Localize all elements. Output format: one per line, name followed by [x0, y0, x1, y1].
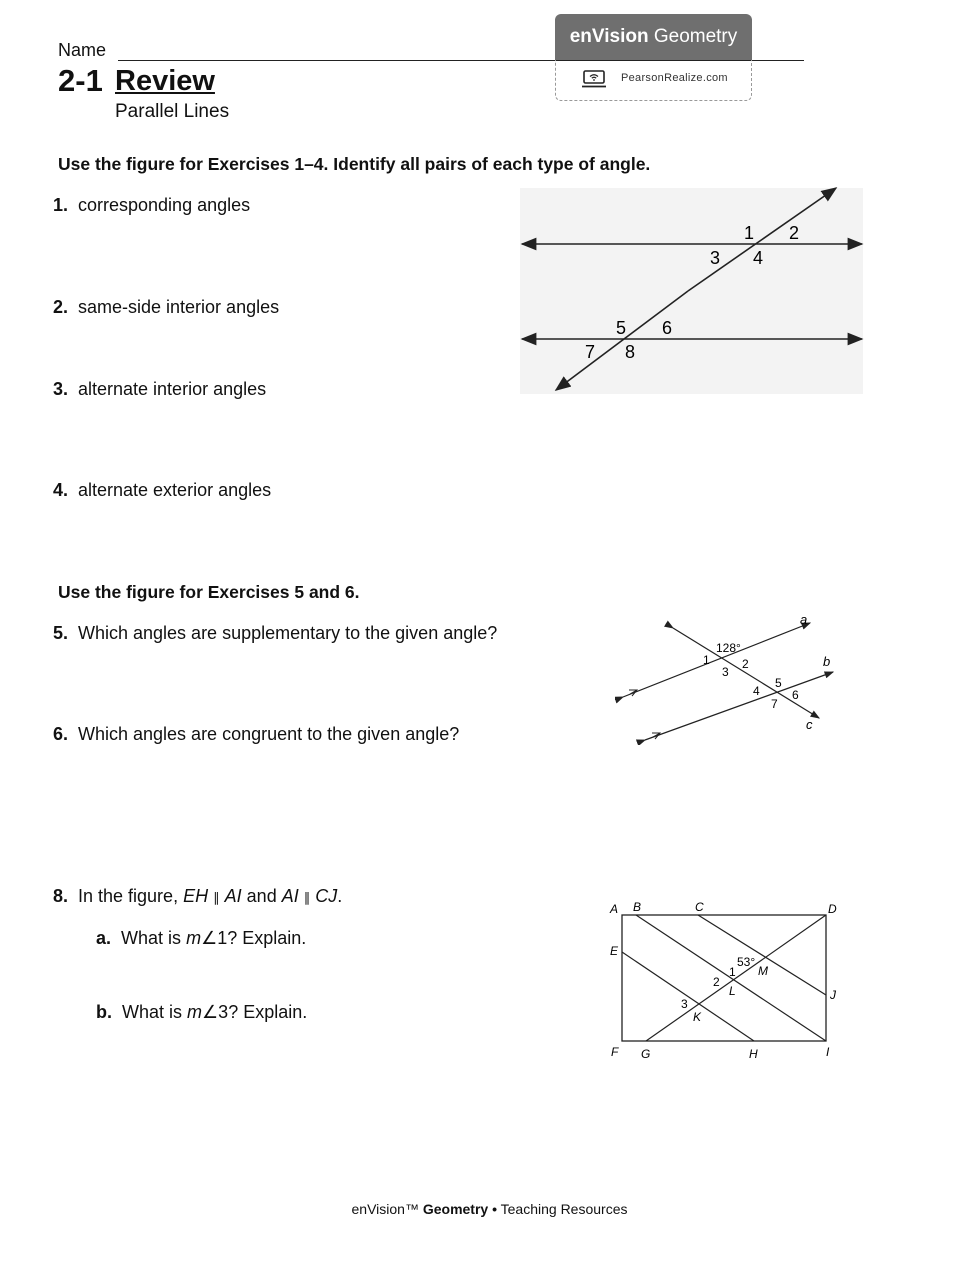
footer	[0, 1201, 979, 1217]
part-angle: ∠3? Explain.	[202, 1002, 308, 1022]
question-text: Which angles are congruent to the given angle?	[78, 724, 460, 744]
point-label-d: D	[828, 902, 837, 916]
question-intro: In the figure,	[78, 886, 179, 906]
section2-instruction: Use the figure for Exercises 5 and 6.	[58, 582, 360, 602]
part-letter: b.	[96, 1002, 112, 1022]
angle-label-7: 7	[585, 342, 596, 362]
line-label-a: a	[800, 612, 808, 627]
angle-label-5: 5	[616, 318, 627, 338]
question-5	[30, 623, 497, 644]
part-pre: What is	[121, 928, 182, 948]
point-label-m: M	[758, 964, 768, 978]
point-label-l: L	[729, 984, 736, 998]
angle-label-2: 2	[713, 975, 720, 989]
lesson-number: 2-1	[58, 63, 103, 98]
point-label-i: I	[826, 1045, 830, 1059]
point-label-k: K	[693, 1010, 702, 1024]
question-text: corresponding angles	[78, 195, 251, 215]
part-angle: ∠1? Explain.	[201, 928, 307, 948]
part-pre: What is	[122, 1002, 183, 1022]
badge-url: PearsonRealize.com	[621, 72, 728, 84]
question-2	[30, 297, 279, 318]
question-text: Which angles are supplementary to the given angle?	[78, 623, 498, 643]
measure-m: m	[186, 928, 202, 948]
segment-ai: AI	[281, 886, 299, 906]
section1-instruction: Use the figure for Exercises 1–4. Identify all pairs of each type of angle.	[58, 154, 651, 174]
point-label-g: G	[641, 1047, 651, 1061]
word-and: and	[246, 886, 277, 906]
badge-subject: Geometry	[653, 26, 738, 47]
footer-rest: Teaching Resources	[500, 1201, 628, 1217]
angle-label-1: 1	[729, 965, 736, 979]
name-label: Name	[58, 40, 107, 60]
badge-brand-name: enVision	[569, 26, 649, 47]
segment-cj: CJ	[315, 886, 338, 906]
angle-label-3: 3	[681, 997, 688, 1011]
point-label-h: H	[749, 1047, 758, 1061]
rectangle-aDIF	[622, 915, 826, 1041]
parallel-symbol: ∥	[213, 890, 220, 905]
angle-label-1: 1	[744, 223, 755, 243]
point-label-b: B	[633, 900, 642, 914]
parallel-lines-figure-2	[615, 610, 845, 745]
angle-label-2: 2	[742, 657, 749, 671]
question-number: 4.	[52, 480, 68, 500]
point-label-f: F	[611, 1045, 619, 1059]
angle-label-6: 6	[662, 318, 673, 338]
parallel-symbol: ∥	[303, 890, 311, 905]
question-number: 6.	[52, 724, 68, 744]
footer-brand: enVision™	[351, 1201, 419, 1217]
question-number: 8.	[52, 886, 68, 906]
lesson-subtitle: Parallel Lines	[115, 101, 230, 122]
angle-label-3: 3	[710, 248, 721, 268]
period: .	[337, 886, 343, 906]
question-number: 3.	[52, 379, 68, 399]
given-angle-label: 53°	[737, 955, 756, 969]
segment-ai: AI	[224, 886, 242, 906]
line-label-b: b	[823, 654, 831, 669]
badge-link[interactable]	[555, 60, 752, 101]
line-c	[673, 628, 819, 718]
envision-badge	[555, 14, 752, 100]
question-number: 2.	[52, 297, 68, 317]
angle-label-4: 4	[753, 248, 764, 268]
footer-bullet: •	[492, 1201, 497, 1217]
angle-label-6: 6	[792, 688, 799, 702]
question-8	[30, 886, 342, 907]
lesson-title: Review	[115, 65, 215, 97]
line-a	[623, 623, 810, 697]
angle-label-1: 1	[703, 653, 710, 667]
question-4	[30, 480, 271, 501]
badge-brand	[555, 14, 752, 60]
given-angle-label: 128°	[716, 641, 741, 655]
question-8a	[96, 928, 306, 949]
line-label-c: c	[806, 717, 813, 732]
figure-background	[520, 188, 863, 394]
angle-label-2: 2	[789, 223, 800, 243]
question-text: same-side interior angles	[78, 297, 280, 317]
point-label-j: J	[830, 988, 836, 1002]
point-label-c: C	[695, 900, 704, 914]
question-number: 1.	[52, 195, 68, 215]
question-6	[30, 724, 459, 745]
question-number: 5.	[52, 623, 68, 643]
measure-m: m	[187, 1002, 203, 1022]
angle-label-7: 7	[771, 697, 778, 711]
point-label-a: A	[610, 902, 619, 916]
rectangle-figure	[600, 895, 850, 1070]
line-b	[645, 672, 833, 740]
angle-label-4: 4	[753, 684, 760, 698]
question-text: alternate interior angles	[78, 379, 267, 399]
point-label-e: E	[610, 944, 619, 958]
angle-label-5: 5	[775, 676, 782, 690]
footer-subject: Geometry	[422, 1201, 489, 1217]
question-text: alternate exterior angles	[78, 480, 272, 500]
part-letter: a.	[96, 928, 112, 948]
parallel-lines-figure-1	[518, 186, 865, 396]
question-1	[30, 195, 250, 216]
question-3	[30, 379, 266, 400]
segment-eh: EH	[183, 886, 209, 906]
angle-label-3: 3	[722, 665, 729, 679]
question-8b	[96, 1002, 307, 1023]
laptop-wifi-icon	[582, 70, 606, 88]
angle-label-8: 8	[625, 342, 636, 362]
